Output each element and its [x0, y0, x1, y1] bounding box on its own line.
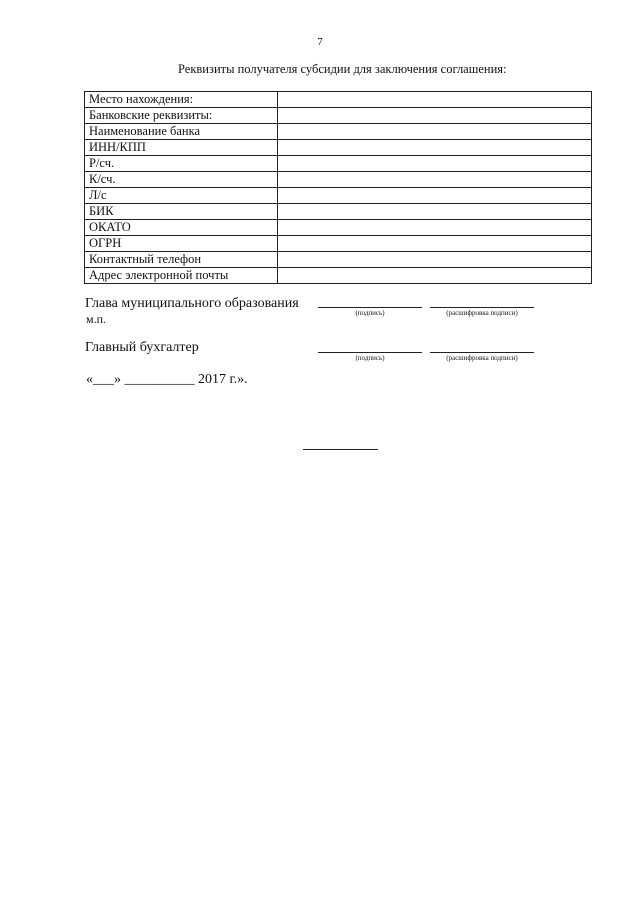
accountant-decode-line[interactable]	[430, 352, 534, 353]
requisite-label: Адрес электронной почты	[85, 268, 278, 284]
requisite-value-field[interactable]	[278, 188, 592, 204]
requisite-value-field[interactable]	[278, 124, 592, 140]
requisite-value-field[interactable]	[278, 252, 592, 268]
requisite-label: Банковские реквизиты:	[85, 108, 278, 124]
requisites-table	[84, 91, 592, 284]
requisite-row	[85, 140, 592, 156]
requisite-row	[85, 92, 592, 108]
accountant-role-label: Главный бухгалтер	[85, 340, 199, 355]
requisite-label: Контактный телефон	[85, 252, 278, 268]
closing-divider	[303, 449, 378, 450]
stamp-label: м.п.	[86, 312, 107, 326]
requisite-row	[85, 188, 592, 204]
requisite-label: Р/сч.	[85, 156, 278, 172]
page-number: 7	[317, 36, 323, 48]
requisite-row	[85, 156, 592, 172]
head-decode-hint: (расшифровка подписи)	[446, 309, 518, 317]
requisite-row	[85, 236, 592, 252]
section-heading: Реквизиты получателя субсидии для заключения соглашения:	[178, 62, 507, 76]
requisite-row	[85, 172, 592, 188]
accountant-decode-hint: (расшифровка подписи)	[446, 354, 518, 362]
requisite-row	[85, 108, 592, 124]
requisite-row	[85, 268, 592, 284]
requisite-row	[85, 220, 592, 236]
requisite-label: ИНН/КПП	[85, 140, 278, 156]
requisite-label: Наименование банка	[85, 124, 278, 140]
accountant-signature-hint: (подпись)	[355, 354, 385, 362]
date-line: «___» __________ 2017 г.».	[86, 372, 248, 387]
requisite-value-field[interactable]	[278, 140, 592, 156]
head-decode-line[interactable]	[430, 307, 534, 308]
requisite-value-field[interactable]	[278, 92, 592, 108]
head-signature-hint: (подпись)	[355, 309, 385, 317]
head-signature-line[interactable]	[318, 307, 422, 308]
requisite-label: К/сч.	[85, 172, 278, 188]
requisite-value-field[interactable]	[278, 172, 592, 188]
requisite-row	[85, 252, 592, 268]
requisite-value-field[interactable]	[278, 268, 592, 284]
requisite-row	[85, 124, 592, 140]
requisite-value-field[interactable]	[278, 236, 592, 252]
requisite-label: ОКАТО	[85, 220, 278, 236]
requisite-value-field[interactable]	[278, 220, 592, 236]
requisite-label: Место нахождения:	[85, 92, 278, 108]
requisite-label: БИК	[85, 204, 278, 220]
requisite-label: ОГРН	[85, 236, 278, 252]
head-role-label: Глава муниципального образования	[85, 296, 299, 311]
accountant-signature-line[interactable]	[318, 352, 422, 353]
requisite-value-field[interactable]	[278, 156, 592, 172]
requisite-value-field[interactable]	[278, 108, 592, 124]
requisite-row	[85, 204, 592, 220]
requisite-label: Л/с	[85, 188, 278, 204]
requisite-value-field[interactable]	[278, 204, 592, 220]
